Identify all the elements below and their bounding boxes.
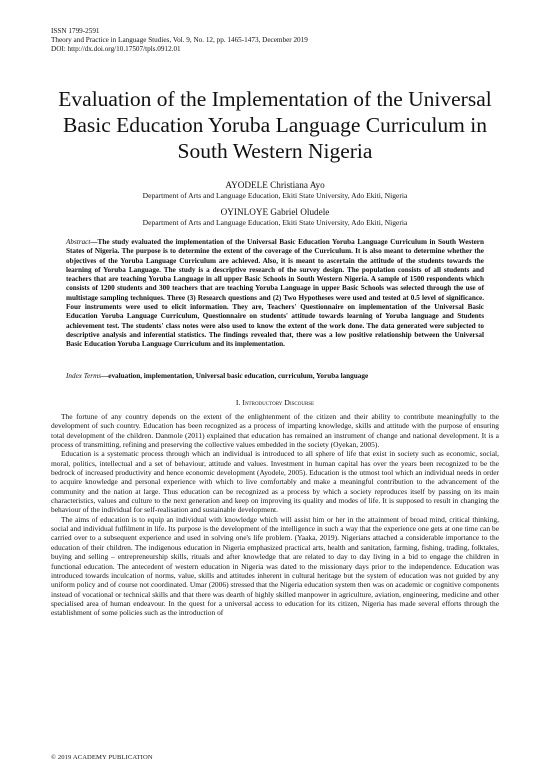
- section-heading: I. Introductory Discourse: [235, 398, 315, 407]
- author-block-2: [51, 207, 499, 228]
- doi-line: DOI: http://dx.doi.org/10.17507/tpls.0912.01: [51, 45, 181, 53]
- author-affiliation: Department of Arts and Language Education, Ekiti State University, Ado Ekiti, Nigeria: [142, 218, 408, 227]
- paper-title: Evaluation of the Implementation of the Universal Basic Education Yoruba Language Curriculum in South Western Nigeria: [58, 87, 492, 163]
- index-terms-lead: Index Terms: [66, 372, 102, 380]
- index-terms-text: —evaluation, implementation, Universal basic education, curriculum, Yoruba language: [101, 372, 369, 380]
- journal-citation-line: Theory and Practice in Language Studies, Vol. 9, No. 12, pp. 1465-1473, December 2019: [51, 36, 308, 44]
- author-name: OYINLOYE Gabriel Oludele: [220, 207, 330, 217]
- abstract-text: —The study evaluated the implementation of the Universal Basic Education Yoruba Language Curriculum in South Western States of Nigeria. The purpose is to determine the extent of the coverage of the Curriculum. It is also meant to determine whether the objectives of the Yoruba Language Curriculum are achieved. Also, it is meant to ascertain the attitude of the students towards the learning of Yoruba Language. The study is a descriptive research of the survey design. The population consists of all students and teachers that are teaching Yoruba Language in all upper Basic Schools in South Western Nigeria. A sample of 1500 respondents which consists of 1200 students and 300 teachers that are teaching Yoruba Language in upper Basic Schools was selected through the use of multistage sampling techniques. Three (3) Research questions and (2) Two Hypotheses were used and tested at 0.5 level of significance. Four instruments were used to elicit information. They are, Teachers' Questionnaire on implementation of the Universal Basic Education Yoruba Language Curriculum, Questionnaire on students' attitude towards learning of Yoruba language and Students achievement test. The students' class notes were also used to know the extent of the work done. The data generated were subjected to descriptive analysis and inferential statistics. The findings revealed that, there was a low positive relationship between the Universal Basic Education Yoruba Language Curriculum and its implementation.: [66, 238, 484, 349]
- body-text: [51, 412, 499, 618]
- abstract-lead: Abstract: [66, 238, 91, 246]
- journal-header: [51, 27, 308, 54]
- author-name: AYODELE Christiana Ayo: [225, 180, 325, 190]
- page-footer: © 2019 ACADEMY PUBLICATION: [51, 754, 153, 761]
- body-paragraph: The fortune of any country depends on the extent of the enlightenment of the citizen and their ability to contribute meaningfully to the development of such country. Education has been recognized as a process of imparting knowledge, skills and attitude with the purpose of ensuring total development of the children. Danmole (2011) explained that education has remained an instrument of change and national development. It is a process of transmitting, refining and preserving the collective values embedded in the society (Oyekan, 2005).: [51, 412, 499, 450]
- issn-line: ISSN 1799-2591: [51, 27, 100, 35]
- index-terms: [66, 372, 484, 381]
- abstract: [66, 238, 484, 350]
- body-paragraph: Education is a systematic process through which an individual is introduced to all sphere of life that exist in society such as economic, social, moral, politics, intellectual and a set of behaviour, attitude and values. Investment in human capital has over the years been recognized to be the bedrock of increased productivity and hence economic development (Ayodele, 2005). Education is the utmost tool which an individual needs in order to acquire knowledge and personal experience with which to live comfortably and make a meaningful contribution to the advancement of the community and the nation at large. Thus education can be recognized as a process by which a society reproduces itself by passing on its main characteristics, values and culture to the next generation and keep on improving its quality and modes of life. It is supposed to result in changing the behaviour of the individual for self-realisation and sustainable development.: [51, 449, 499, 515]
- body-paragraph: The aims of education is to equip an individual with knowledge which will assist him or her in the attainment of broad mind, critical thinking, social and individual fulfilment in life. Its purpose is the development of the intelligence in such a way that the experience one gets at one time can be carried over to a subsequent experience and used in solving one's life problem. (Yaaka, 2019). Nigerians attached a considerable importance to the education of their children. The indigenous education in Nigeria emphasized practical arts, health and sanitation, farming, fishing, trading, folktales, buying and selling – entrepreneurship skills, rituals and after knowledge that are related to day to day living in a bid to engage the children in functional education. The antecedent of western education in Nigeria was dated to the missionary days prior to the independence. Education was introduced towards inculcation of norms, value, skills and attitudes inherent in cultural heritage but the system of education was not guided by any uniform policy and of course not coordinated. Umar (2006) stressed that the Nigeria education system then was on academic or cognitive components instead of vocational or technical skills and that there was dearth of highly skilled manpower in agriculture, aviation, engineering, medicine and other specialised area of human endeavour. In the quest for a universal access to education for its citizen, Nigeria has made several efforts through the establishment of some policies such as the introduction of: [51, 514, 499, 618]
- author-affiliation: Department of Arts and Language Education, Ekiti State University, Ado Ekiti, Nigeria: [142, 191, 408, 200]
- author-block-1: [51, 180, 499, 201]
